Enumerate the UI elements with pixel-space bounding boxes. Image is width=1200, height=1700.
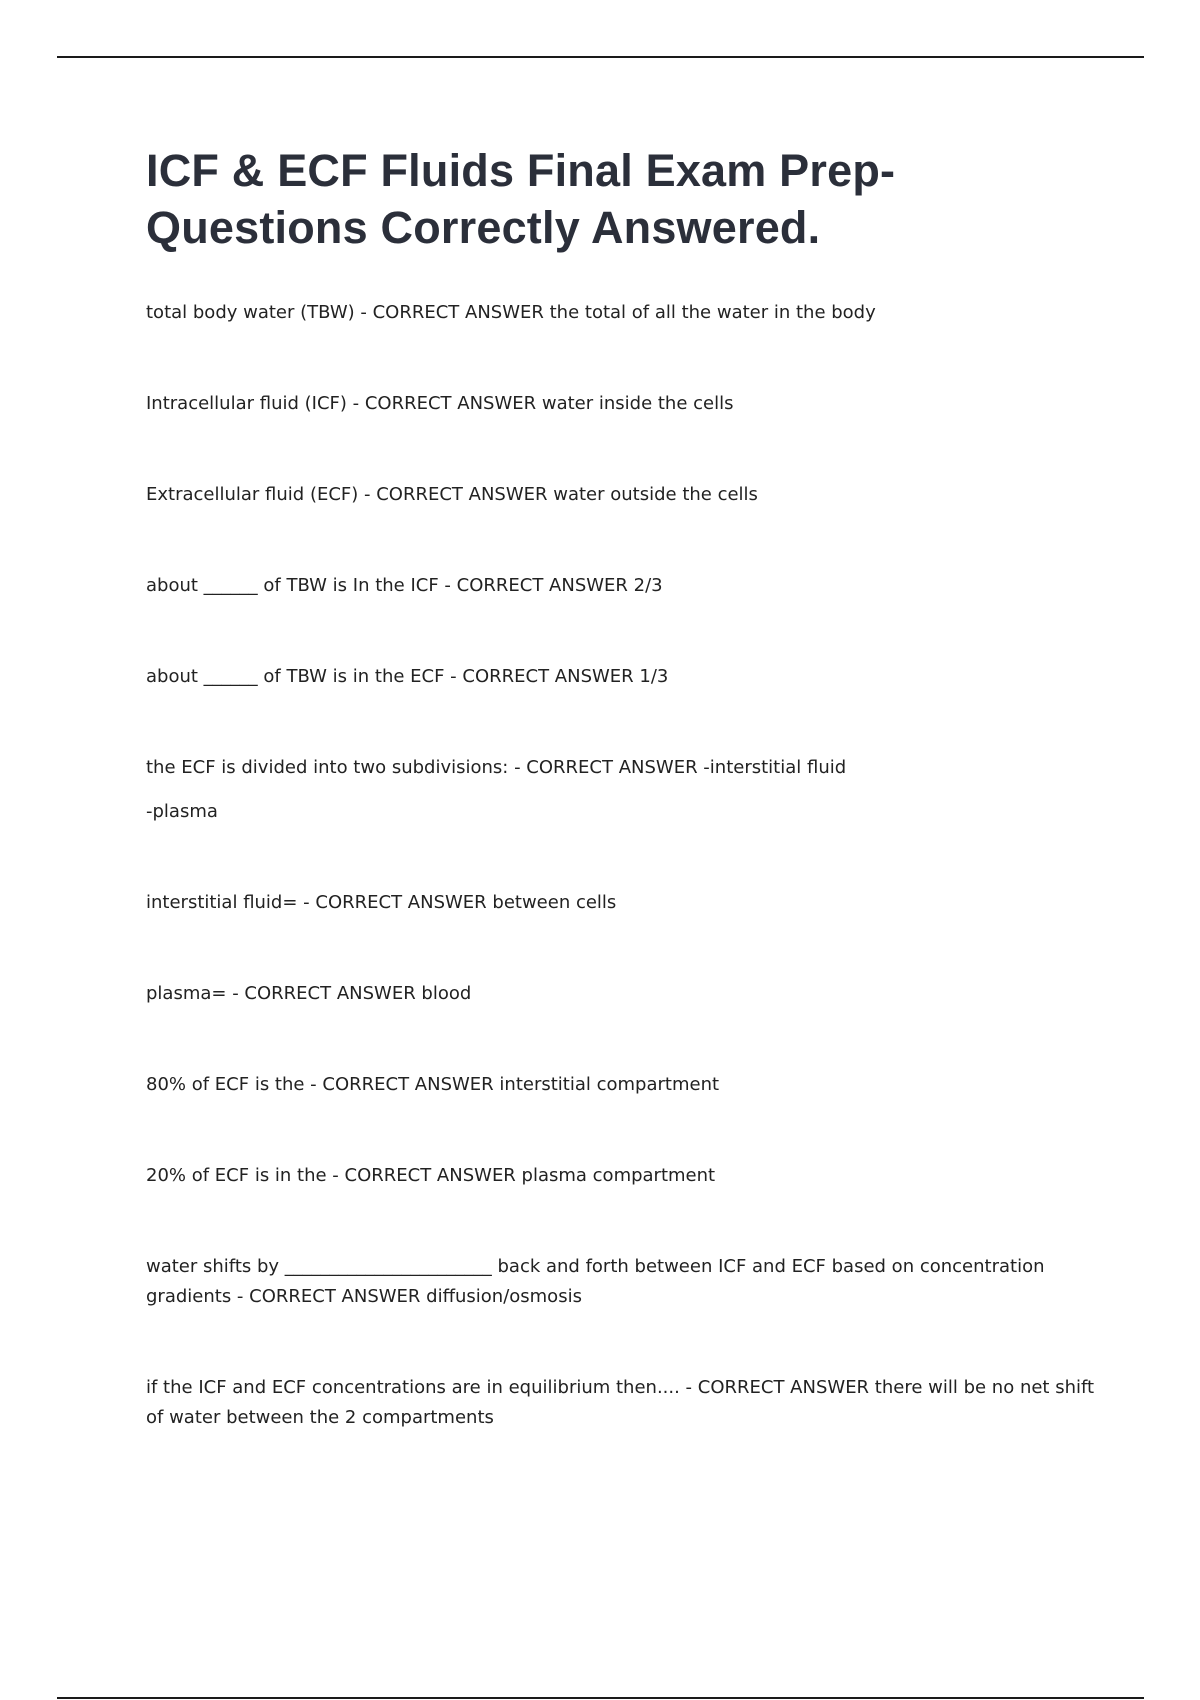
qa-text: about ______ of TBW is in the ECF - CORRECT ANSWER 1/3: [146, 666, 669, 687]
document-title: [146, 142, 1096, 256]
qa-item: [146, 888, 1096, 918]
qa-extra-line: -plasma: [146, 801, 218, 822]
qa-text: interstitial fluid= - CORRECT ANSWER between cells: [146, 892, 617, 913]
qa-text: about ______ of TBW is In the ICF - CORRECT ANSWER 2/3: [146, 575, 663, 596]
qa-item: [146, 1373, 1100, 1433]
qa-list: [146, 298, 1100, 1433]
top-rule: [57, 56, 1144, 58]
qa-item: [146, 1070, 1096, 1100]
qa-item: [146, 979, 1096, 1009]
qa-text: total body water (TBW) - CORRECT ANSWER the total of all the water in the body: [146, 302, 876, 323]
qa-text: the ECF is divided into two subdivisions: - CORRECT ANSWER -interstitial fluid: [146, 757, 847, 778]
qa-item: [146, 1161, 1096, 1191]
qa-item: [146, 1252, 1096, 1312]
qa-text: if the ICF and ECF concentrations are in equilibrium then.... - CORRECT ANSWER there will be no net shift of water between the 2 compartments: [146, 1377, 1100, 1428]
qa-item: [146, 662, 1096, 692]
bottom-rule: [57, 1697, 1144, 1699]
qa-text: water shifts by _______________________ back and forth between ICF and ECF based on concentration gradients - CORRECT ANSWER diffusion/osmosis: [146, 1256, 1051, 1307]
qa-item: [146, 571, 1096, 601]
title-line-1: ICF & ECF Fluids Final Exam Prep-: [146, 145, 896, 196]
qa-item: [146, 480, 1096, 510]
qa-item: [146, 298, 1096, 328]
qa-text: Intracellular fluid (ICF) - CORRECT ANSWER water inside the cells: [146, 393, 734, 414]
document-body: [146, 142, 1100, 1494]
qa-text: Extracellular fluid (ECF) - CORRECT ANSWER water outside the cells: [146, 484, 758, 505]
title-line-2: Questions Correctly Answered.: [146, 202, 821, 253]
qa-text: plasma= - CORRECT ANSWER blood: [146, 983, 472, 1004]
qa-text: 20% of ECF is in the - CORRECT ANSWER plasma compartment: [146, 1165, 716, 1186]
qa-item: [146, 389, 1096, 419]
qa-item: [146, 753, 1096, 827]
qa-text: 80% of ECF is the - CORRECT ANSWER interstitial compartment: [146, 1074, 720, 1095]
